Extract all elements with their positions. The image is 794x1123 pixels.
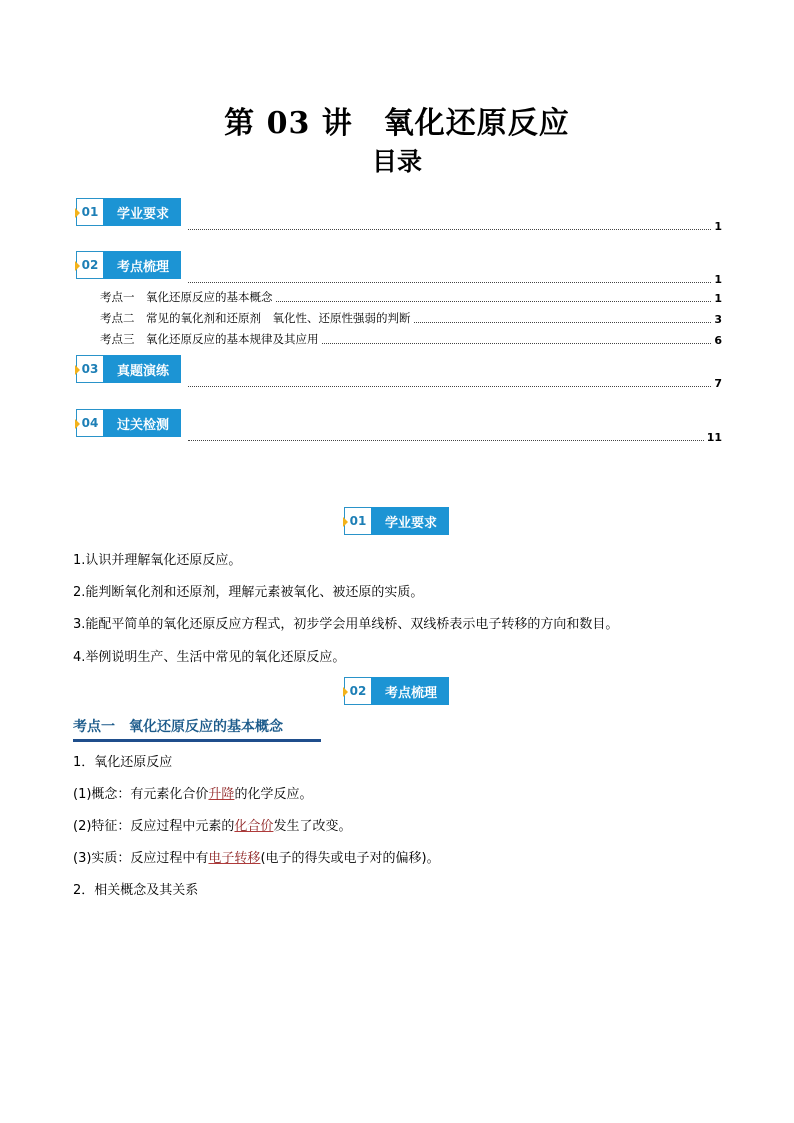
page-number: 3 <box>714 313 722 326</box>
leader-dots <box>322 343 712 344</box>
requirement-4: 4.举例说明生产、生活中常见的氧化还原反应。 <box>73 650 346 665</box>
item-1-heading: 1．氧化还原反应 <box>73 755 173 770</box>
page-number: 1 <box>714 273 722 286</box>
page-title: 第 03 讲 氧化还原反应 <box>224 106 570 141</box>
badge-number: 02 <box>344 677 371 705</box>
toc-subitem-text: 考点一 氧化还原反应的基本概念 <box>100 290 273 304</box>
requirement-3: 3.能配平简单的氧化还原反应方程式，初步学会用单线桥、双线桥表示电子转移的方向和数目。 <box>73 617 619 632</box>
concept-suffix: 的化学反应。 <box>234 787 313 802</box>
concept-highlight: 升降 <box>208 787 235 802</box>
toc-entry-01[interactable] <box>188 219 722 233</box>
concept-line <box>73 783 312 802</box>
leader-dots <box>276 301 712 302</box>
page-number: 6 <box>714 334 722 347</box>
toc-badge-03[interactable] <box>76 355 181 383</box>
badge-number: 02 <box>76 251 103 279</box>
toc-subitem-text: 考点二 常见的氧化剂和还原剂 氧化性、还原性强弱的判断 <box>100 311 411 325</box>
page-number: 7 <box>714 377 722 390</box>
page-number: 1 <box>714 220 722 233</box>
leader-dots <box>188 440 704 441</box>
badge-label: 考点梳理 <box>371 677 449 705</box>
essence-highlight: 电子转移 <box>208 851 261 866</box>
toc-entry-02[interactable] <box>188 272 722 286</box>
leader-dots <box>188 386 711 387</box>
feature-highlight: 化合价 <box>234 819 274 834</box>
requirement-1: 1.认识并理解氧化还原反应。 <box>73 553 242 568</box>
badge-label: 真题演练 <box>103 355 181 383</box>
toc-badge-01[interactable] <box>76 198 181 226</box>
heading-underline <box>73 739 321 742</box>
feature-prefix: (2)特征：反应过程中元素的 <box>73 819 235 834</box>
leader-dots <box>188 282 711 283</box>
feature-line <box>73 815 351 834</box>
badge-number: 03 <box>76 355 103 383</box>
essence-line <box>73 847 440 866</box>
toc-subitem-1[interactable] <box>100 291 722 305</box>
toc-subitem-text: 考点三 氧化还原反应的基本规律及其应用 <box>100 332 319 346</box>
toc-subitem-3[interactable] <box>100 333 722 347</box>
toc-entry-03[interactable] <box>188 376 722 390</box>
toc-badge-04[interactable] <box>76 409 181 437</box>
badge-label: 学业要求 <box>371 507 449 535</box>
section-badge-01 <box>344 507 449 535</box>
toc-badge-02[interactable] <box>76 251 181 279</box>
badge-label: 考点梳理 <box>103 251 181 279</box>
feature-suffix: 发生了改变。 <box>273 819 352 834</box>
requirement-2: 2.能判断氧化剂和还原剂，理解元素被氧化、被还原的实质。 <box>73 585 424 600</box>
leader-dots <box>414 322 712 323</box>
badge-number: 04 <box>76 409 103 437</box>
badge-label: 过关检测 <box>103 409 181 437</box>
kaodian-heading: 考点一 氧化还原反应的基本概念 <box>73 719 283 735</box>
essence-suffix: (电子的得失或电子对的偏移)。 <box>260 851 440 866</box>
page-number: 1 <box>714 292 722 305</box>
page-number: 11 <box>706 431 722 444</box>
concept-prefix: (1)概念：有元素化合价 <box>73 787 209 802</box>
leader-dots <box>188 229 711 230</box>
badge-label: 学业要求 <box>103 198 181 226</box>
item-2-heading: 2．相关概念及其关系 <box>73 883 199 898</box>
toc-subitem-2[interactable] <box>100 312 722 326</box>
toc-title: 目录 <box>371 147 422 176</box>
badge-number: 01 <box>344 507 371 535</box>
essence-prefix: (3)实质：反应过程中有 <box>73 851 209 866</box>
toc-entry-04[interactable] <box>188 430 722 444</box>
section-badge-02 <box>344 677 449 705</box>
badge-number: 01 <box>76 198 103 226</box>
